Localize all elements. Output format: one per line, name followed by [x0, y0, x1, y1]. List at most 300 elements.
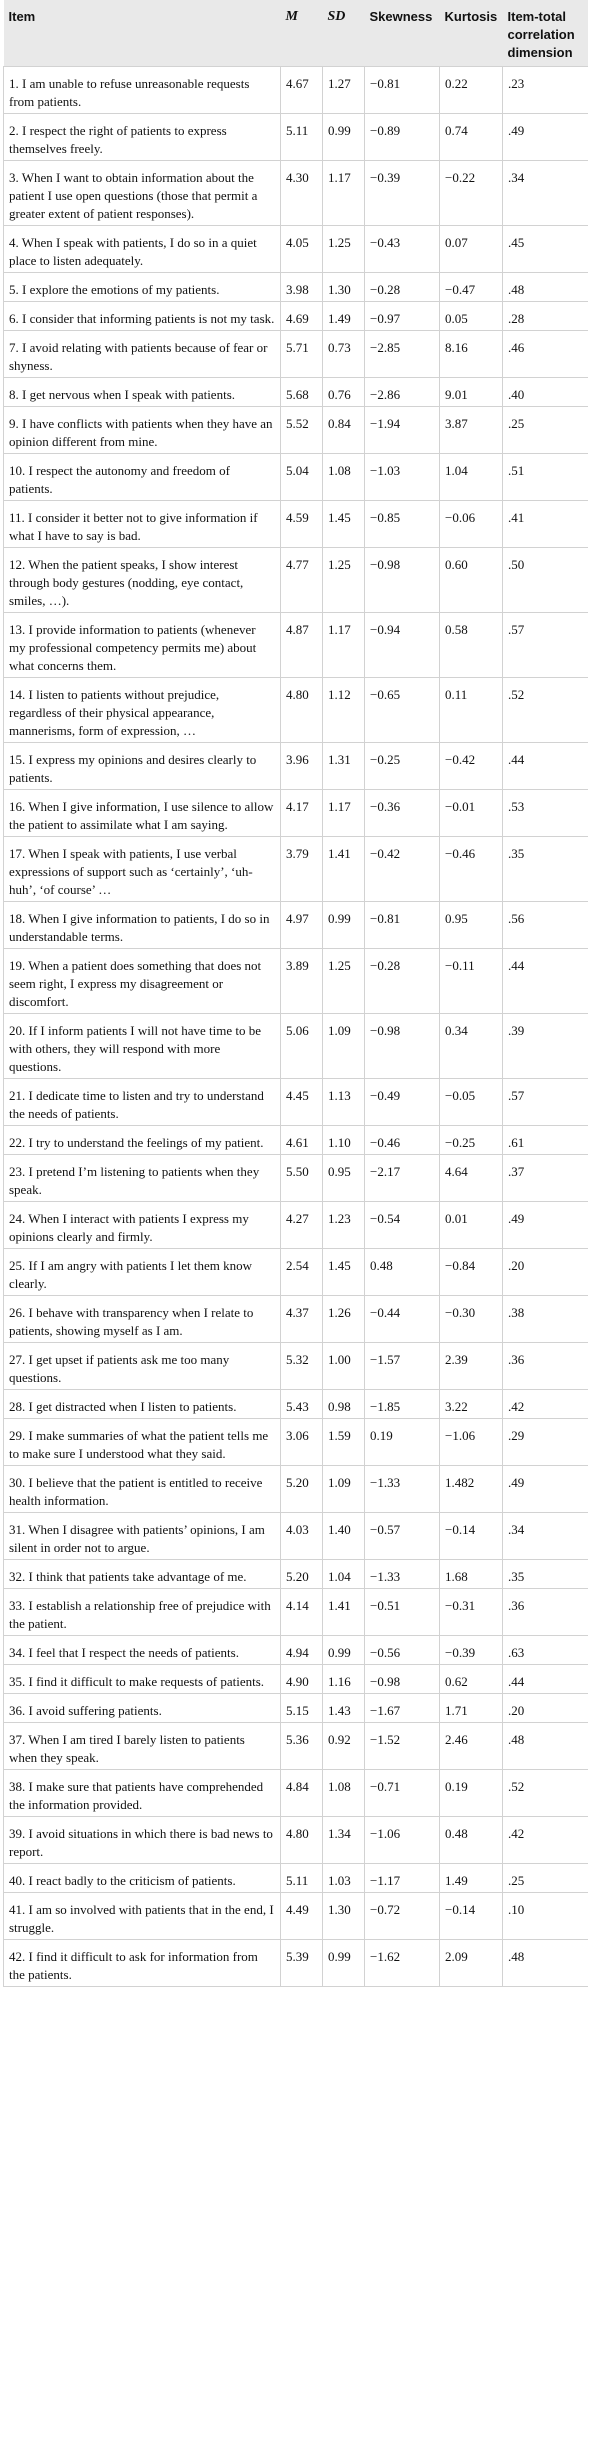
cell-mean: 5.20: [281, 1466, 323, 1513]
cell-sd: 0.99: [323, 902, 365, 949]
cell-mean: 3.96: [281, 743, 323, 790]
cell-skewness: −0.81: [365, 902, 440, 949]
cell-correlation: .37: [503, 1155, 588, 1202]
cell-sd: 1.27: [323, 67, 365, 114]
cell-kurtosis: 0.48: [440, 1817, 503, 1864]
cell-skewness: −0.36: [365, 790, 440, 837]
table-row: [4, 613, 588, 678]
cell-item: 26. I behave with transparency when I relate to patients, showing myself as I am.: [4, 1296, 281, 1343]
table-row: [4, 1014, 588, 1079]
cell-kurtosis: −0.39: [440, 1636, 503, 1665]
cell-skewness: −2.17: [365, 1155, 440, 1202]
cell-mean: 5.15: [281, 1694, 323, 1723]
table-row: [4, 302, 588, 331]
cell-mean: 4.37: [281, 1296, 323, 1343]
cell-correlation: .56: [503, 902, 588, 949]
item-statistics-table: [3, 0, 588, 1987]
header-row: [4, 0, 588, 67]
cell-mean: 4.77: [281, 548, 323, 613]
cell-item: 25. If I am angry with patients I let them know clearly.: [4, 1249, 281, 1296]
cell-item: 20. If I inform patients I will not have time to be with others, they will respond with more questions.: [4, 1014, 281, 1079]
table-row: [4, 161, 588, 226]
cell-kurtosis: 1.482: [440, 1466, 503, 1513]
cell-skewness: −1.57: [365, 1343, 440, 1390]
cell-skewness: −0.28: [365, 273, 440, 302]
cell-kurtosis: −0.84: [440, 1249, 503, 1296]
cell-skewness: −0.98: [365, 1665, 440, 1694]
cell-kurtosis: 0.60: [440, 548, 503, 613]
cell-sd: 1.25: [323, 226, 365, 273]
cell-skewness: −0.72: [365, 1893, 440, 1940]
cell-kurtosis: 1.68: [440, 1560, 503, 1589]
cell-mean: 4.03: [281, 1513, 323, 1560]
table-row: [4, 1513, 588, 1560]
table-row: [4, 1249, 588, 1296]
table-header: [4, 0, 588, 67]
cell-correlation: .20: [503, 1249, 588, 1296]
cell-sd: 0.92: [323, 1723, 365, 1770]
cell-item: 11. I consider it better not to give information if what I have to say is bad.: [4, 501, 281, 548]
cell-mean: 4.80: [281, 678, 323, 743]
cell-mean: 4.97: [281, 902, 323, 949]
cell-item: 29. I make summaries of what the patient tells me to make sure I understood what they said.: [4, 1419, 281, 1466]
cell-mean: 3.79: [281, 837, 323, 902]
cell-item: 18. When I give information to patients, I do so in understandable terms.: [4, 902, 281, 949]
cell-item: 42. I find it difficult to ask for information from the patients.: [4, 1940, 281, 1987]
cell-sd: 1.30: [323, 273, 365, 302]
cell-correlation: .44: [503, 949, 588, 1014]
cell-skewness: −0.98: [365, 1014, 440, 1079]
cell-item: 21. I dedicate time to listen and try to understand the needs of patients.: [4, 1079, 281, 1126]
cell-mean: 5.11: [281, 1864, 323, 1893]
table-row: [4, 1466, 588, 1513]
cell-correlation: .23: [503, 67, 588, 114]
cell-kurtosis: 0.95: [440, 902, 503, 949]
cell-mean: 5.71: [281, 331, 323, 378]
cell-kurtosis: 0.74: [440, 114, 503, 161]
cell-sd: 1.17: [323, 161, 365, 226]
cell-kurtosis: 3.87: [440, 407, 503, 454]
cell-item: 14. I listen to patients without prejudice, regardless of their physical appearance, mannerisms, form of expression, …: [4, 678, 281, 743]
cell-kurtosis: −0.14: [440, 1513, 503, 1560]
cell-skewness: −0.49: [365, 1079, 440, 1126]
table-row: [4, 1202, 588, 1249]
cell-sd: 1.04: [323, 1560, 365, 1589]
cell-sd: 0.99: [323, 1940, 365, 1987]
cell-kurtosis: 0.07: [440, 226, 503, 273]
cell-kurtosis: −0.06: [440, 501, 503, 548]
table-row: [4, 548, 588, 613]
cell-correlation: .20: [503, 1694, 588, 1723]
cell-mean: 4.45: [281, 1079, 323, 1126]
cell-item: 36. I avoid suffering patients.: [4, 1694, 281, 1723]
cell-sd: 1.00: [323, 1343, 365, 1390]
cell-skewness: −0.28: [365, 949, 440, 1014]
cell-item: 5. I explore the emotions of my patients.: [4, 273, 281, 302]
table-row: [4, 1723, 588, 1770]
cell-mean: 4.69: [281, 302, 323, 331]
cell-mean: 3.89: [281, 949, 323, 1014]
cell-item: 34. I feel that I respect the needs of patients.: [4, 1636, 281, 1665]
cell-skewness: −0.39: [365, 161, 440, 226]
cell-kurtosis: 2.09: [440, 1940, 503, 1987]
header-skewness: Skewness: [365, 0, 440, 67]
cell-sd: 1.49: [323, 302, 365, 331]
table-row: [4, 273, 588, 302]
cell-correlation: .48: [503, 1940, 588, 1987]
cell-mean: 4.80: [281, 1817, 323, 1864]
table-row: [4, 1665, 588, 1694]
cell-item: 8. I get nervous when I speak with patients.: [4, 378, 281, 407]
cell-item: 35. I find it difficult to make requests of patients.: [4, 1665, 281, 1694]
cell-mean: 4.05: [281, 226, 323, 273]
cell-correlation: .35: [503, 837, 588, 902]
table-row: [4, 407, 588, 454]
table-row: [4, 1893, 588, 1940]
cell-skewness: −0.57: [365, 1513, 440, 1560]
cell-sd: 1.41: [323, 1589, 365, 1636]
cell-sd: 0.99: [323, 114, 365, 161]
cell-item: 6. I consider that informing patients is not my task.: [4, 302, 281, 331]
cell-skewness: −0.81: [365, 67, 440, 114]
cell-item: 4. When I speak with patients, I do so in a quiet place to listen adequately.: [4, 226, 281, 273]
cell-correlation: .44: [503, 743, 588, 790]
cell-skewness: −1.33: [365, 1560, 440, 1589]
cell-skewness: −0.97: [365, 302, 440, 331]
cell-sd: 0.84: [323, 407, 365, 454]
cell-kurtosis: 8.16: [440, 331, 503, 378]
table-row: [4, 1817, 588, 1864]
cell-mean: 4.14: [281, 1589, 323, 1636]
cell-skewness: −1.52: [365, 1723, 440, 1770]
cell-skewness: −0.42: [365, 837, 440, 902]
cell-kurtosis: 0.58: [440, 613, 503, 678]
table-row: [4, 378, 588, 407]
cell-item: 9. I have conflicts with patients when they have an opinion different from mine.: [4, 407, 281, 454]
table-row: [4, 837, 588, 902]
cell-mean: 4.61: [281, 1126, 323, 1155]
cell-skewness: −0.89: [365, 114, 440, 161]
cell-sd: 0.95: [323, 1155, 365, 1202]
cell-mean: 4.87: [281, 613, 323, 678]
table-row: [4, 1770, 588, 1817]
cell-correlation: .25: [503, 1864, 588, 1893]
cell-correlation: .29: [503, 1419, 588, 1466]
cell-skewness: −1.33: [365, 1466, 440, 1513]
cell-item: 33. I establish a relationship free of prejudice with the patient.: [4, 1589, 281, 1636]
cell-mean: 5.39: [281, 1940, 323, 1987]
header-item: Item: [4, 0, 281, 67]
cell-item: 10. I respect the autonomy and freedom of patients.: [4, 454, 281, 501]
table-row: [4, 1155, 588, 1202]
table-row: [4, 1636, 588, 1665]
table-row: [4, 1940, 588, 1987]
cell-correlation: .34: [503, 1513, 588, 1560]
cell-kurtosis: −0.30: [440, 1296, 503, 1343]
cell-item: 3. When I want to obtain information about the patient I use open questions (those that permit a greater extent of patient responses).: [4, 161, 281, 226]
cell-correlation: .40: [503, 378, 588, 407]
cell-skewness: −0.94: [365, 613, 440, 678]
cell-skewness: −0.56: [365, 1636, 440, 1665]
cell-item: 15. I express my opinions and desires clearly to patients.: [4, 743, 281, 790]
cell-mean: 3.06: [281, 1419, 323, 1466]
cell-correlation: .34: [503, 161, 588, 226]
table-row: [4, 949, 588, 1014]
table-row: [4, 67, 588, 114]
cell-item: 24. When I interact with patients I express my opinions clearly and firmly.: [4, 1202, 281, 1249]
cell-correlation: .35: [503, 1560, 588, 1589]
cell-correlation: .44: [503, 1665, 588, 1694]
cell-sd: 1.41: [323, 837, 365, 902]
table-row: [4, 1296, 588, 1343]
cell-sd: 1.08: [323, 1770, 365, 1817]
table-row: [4, 226, 588, 273]
cell-sd: 1.43: [323, 1694, 365, 1723]
cell-skewness: −1.17: [365, 1864, 440, 1893]
table-row: [4, 1560, 588, 1589]
cell-sd: 1.25: [323, 548, 365, 613]
table-row: [4, 1694, 588, 1723]
cell-mean: 4.94: [281, 1636, 323, 1665]
cell-mean: 5.52: [281, 407, 323, 454]
cell-mean: 5.50: [281, 1155, 323, 1202]
cell-item: 13. I provide information to patients (whenever my professional competency permits me) about what concerns them.: [4, 613, 281, 678]
cell-mean: 4.84: [281, 1770, 323, 1817]
cell-sd: 1.09: [323, 1466, 365, 1513]
cell-sd: 1.09: [323, 1014, 365, 1079]
cell-correlation: .51: [503, 454, 588, 501]
cell-skewness: −0.98: [365, 548, 440, 613]
table-row: [4, 1343, 588, 1390]
cell-correlation: .48: [503, 273, 588, 302]
cell-correlation: .41: [503, 501, 588, 548]
cell-item: 41. I am so involved with patients that in the end, I struggle.: [4, 1893, 281, 1940]
cell-correlation: .57: [503, 1079, 588, 1126]
cell-sd: 0.98: [323, 1390, 365, 1419]
header-item-total-correlation: Item-total correlation dimension: [503, 0, 588, 67]
cell-sd: 1.25: [323, 949, 365, 1014]
header-mean: M: [281, 0, 323, 67]
cell-skewness: −1.62: [365, 1940, 440, 1987]
table-row: [4, 678, 588, 743]
cell-item: 12. When the patient speaks, I show interest through body gestures (nodding, eye contact, smiles, …).: [4, 548, 281, 613]
cell-skewness: 0.48: [365, 1249, 440, 1296]
cell-sd: 1.59: [323, 1419, 365, 1466]
cell-sd: 1.40: [323, 1513, 365, 1560]
cell-sd: 1.23: [323, 1202, 365, 1249]
table-row: [4, 790, 588, 837]
cell-correlation: .52: [503, 678, 588, 743]
cell-correlation: .49: [503, 1466, 588, 1513]
cell-correlation: .28: [503, 302, 588, 331]
cell-kurtosis: −0.22: [440, 161, 503, 226]
cell-correlation: .63: [503, 1636, 588, 1665]
cell-correlation: .10: [503, 1893, 588, 1940]
cell-mean: 5.68: [281, 378, 323, 407]
cell-item: 7. I avoid relating with patients because of fear or shyness.: [4, 331, 281, 378]
table-row: [4, 1079, 588, 1126]
cell-kurtosis: −0.46: [440, 837, 503, 902]
cell-sd: 1.17: [323, 613, 365, 678]
cell-correlation: .57: [503, 613, 588, 678]
table-row: [4, 331, 588, 378]
cell-item: 37. When I am tired I barely listen to patients when they speak.: [4, 1723, 281, 1770]
cell-mean: 4.59: [281, 501, 323, 548]
cell-sd: 0.99: [323, 1636, 365, 1665]
cell-sd: 1.17: [323, 790, 365, 837]
table-row: [4, 114, 588, 161]
cell-correlation: .48: [503, 1723, 588, 1770]
cell-kurtosis: 0.01: [440, 1202, 503, 1249]
cell-item: 27. I get upset if patients ask me too many questions.: [4, 1343, 281, 1390]
cell-correlation: .38: [503, 1296, 588, 1343]
cell-item: 30. I believe that the patient is entitled to receive health information.: [4, 1466, 281, 1513]
cell-sd: 1.34: [323, 1817, 365, 1864]
cell-skewness: −0.43: [365, 226, 440, 273]
cell-skewness: −2.86: [365, 378, 440, 407]
cell-skewness: −0.25: [365, 743, 440, 790]
cell-correlation: .39: [503, 1014, 588, 1079]
cell-item: 32. I think that patients take advantage of me.: [4, 1560, 281, 1589]
cell-correlation: .61: [503, 1126, 588, 1155]
cell-skewness: −0.65: [365, 678, 440, 743]
cell-correlation: .52: [503, 1770, 588, 1817]
cell-mean: 5.32: [281, 1343, 323, 1390]
cell-skewness: −0.44: [365, 1296, 440, 1343]
cell-kurtosis: −0.25: [440, 1126, 503, 1155]
cell-kurtosis: −0.05: [440, 1079, 503, 1126]
cell-kurtosis: 2.39: [440, 1343, 503, 1390]
cell-correlation: .42: [503, 1817, 588, 1864]
cell-mean: 5.36: [281, 1723, 323, 1770]
cell-item: 22. I try to understand the feelings of my patient.: [4, 1126, 281, 1155]
cell-mean: 4.17: [281, 790, 323, 837]
cell-item: 39. I avoid situations in which there is bad news to report.: [4, 1817, 281, 1864]
table-row: [4, 1126, 588, 1155]
cell-kurtosis: 1.71: [440, 1694, 503, 1723]
cell-correlation: .36: [503, 1343, 588, 1390]
cell-sd: 1.45: [323, 501, 365, 548]
cell-kurtosis: 1.49: [440, 1864, 503, 1893]
header-sd: SD: [323, 0, 365, 67]
cell-kurtosis: 0.22: [440, 67, 503, 114]
cell-mean: 4.30: [281, 161, 323, 226]
cell-sd: 1.03: [323, 1864, 365, 1893]
cell-sd: 1.30: [323, 1893, 365, 1940]
cell-mean: 5.04: [281, 454, 323, 501]
cell-kurtosis: −0.31: [440, 1589, 503, 1636]
cell-sd: 1.10: [323, 1126, 365, 1155]
cell-skewness: −0.85: [365, 501, 440, 548]
cell-item: 17. When I speak with patients, I use verbal expressions of support such as ‘certainly’, ‘uh-huh’, ‘of course’ …: [4, 837, 281, 902]
cell-kurtosis: 0.62: [440, 1665, 503, 1694]
cell-mean: 5.11: [281, 114, 323, 161]
cell-skewness: 0.19: [365, 1419, 440, 1466]
cell-skewness: −1.06: [365, 1817, 440, 1864]
table-row: [4, 902, 588, 949]
table-row: [4, 1419, 588, 1466]
cell-kurtosis: −0.14: [440, 1893, 503, 1940]
cell-item: 28. I get distracted when I listen to patients.: [4, 1390, 281, 1419]
cell-correlation: .46: [503, 331, 588, 378]
cell-sd: 1.13: [323, 1079, 365, 1126]
cell-skewness: −0.51: [365, 1589, 440, 1636]
cell-mean: 2.54: [281, 1249, 323, 1296]
cell-item: 38. I make sure that patients have comprehended the information provided.: [4, 1770, 281, 1817]
cell-correlation: .50: [503, 548, 588, 613]
cell-sd: 0.73: [323, 331, 365, 378]
cell-mean: 4.90: [281, 1665, 323, 1694]
header-kurtosis: Kurtosis: [440, 0, 503, 67]
cell-correlation: .36: [503, 1589, 588, 1636]
table-row: [4, 743, 588, 790]
cell-correlation: .53: [503, 790, 588, 837]
table-body: [4, 67, 588, 1987]
cell-mean: 5.20: [281, 1560, 323, 1589]
cell-sd: 1.31: [323, 743, 365, 790]
cell-skewness: −0.54: [365, 1202, 440, 1249]
cell-sd: 1.08: [323, 454, 365, 501]
cell-mean: 4.49: [281, 1893, 323, 1940]
cell-sd: 1.16: [323, 1665, 365, 1694]
table-row: [4, 454, 588, 501]
cell-kurtosis: 3.22: [440, 1390, 503, 1419]
cell-mean: 4.27: [281, 1202, 323, 1249]
table-row: [4, 1589, 588, 1636]
cell-skewness: −0.71: [365, 1770, 440, 1817]
table-row: [4, 501, 588, 548]
cell-skewness: −0.46: [365, 1126, 440, 1155]
cell-sd: 0.76: [323, 378, 365, 407]
table-row: [4, 1390, 588, 1419]
cell-kurtosis: 2.46: [440, 1723, 503, 1770]
cell-mean: 4.67: [281, 67, 323, 114]
cell-item: 1. I am unable to refuse unreasonable requests from patients.: [4, 67, 281, 114]
cell-item: 16. When I give information, I use silence to allow the patient to assimilate what I am saying.: [4, 790, 281, 837]
cell-kurtosis: 0.19: [440, 1770, 503, 1817]
cell-item: 19. When a patient does something that does not seem right, I express my disagreement or discomfort.: [4, 949, 281, 1014]
cell-kurtosis: 0.05: [440, 302, 503, 331]
cell-kurtosis: 0.34: [440, 1014, 503, 1079]
cell-skewness: −2.85: [365, 331, 440, 378]
cell-item: 23. I pretend I’m listening to patients when they speak.: [4, 1155, 281, 1202]
cell-kurtosis: −0.42: [440, 743, 503, 790]
cell-kurtosis: −0.11: [440, 949, 503, 1014]
cell-item: 40. I react badly to the criticism of patients.: [4, 1864, 281, 1893]
cell-correlation: .45: [503, 226, 588, 273]
cell-kurtosis: −0.01: [440, 790, 503, 837]
cell-kurtosis: −0.47: [440, 273, 503, 302]
cell-correlation: .42: [503, 1390, 588, 1419]
cell-mean: 3.98: [281, 273, 323, 302]
cell-sd: 1.45: [323, 1249, 365, 1296]
cell-skewness: −1.85: [365, 1390, 440, 1419]
cell-kurtosis: 9.01: [440, 378, 503, 407]
cell-item: 31. When I disagree with patients’ opinions, I am silent in order not to argue.: [4, 1513, 281, 1560]
cell-correlation: .49: [503, 114, 588, 161]
cell-kurtosis: 1.04: [440, 454, 503, 501]
cell-sd: 1.12: [323, 678, 365, 743]
cell-skewness: −1.67: [365, 1694, 440, 1723]
cell-kurtosis: −1.06: [440, 1419, 503, 1466]
cell-correlation: .49: [503, 1202, 588, 1249]
cell-kurtosis: 4.64: [440, 1155, 503, 1202]
table-row: [4, 1864, 588, 1893]
cell-skewness: −1.94: [365, 407, 440, 454]
cell-kurtosis: 0.11: [440, 678, 503, 743]
cell-item: 2. I respect the right of patients to express themselves freely.: [4, 114, 281, 161]
cell-skewness: −1.03: [365, 454, 440, 501]
